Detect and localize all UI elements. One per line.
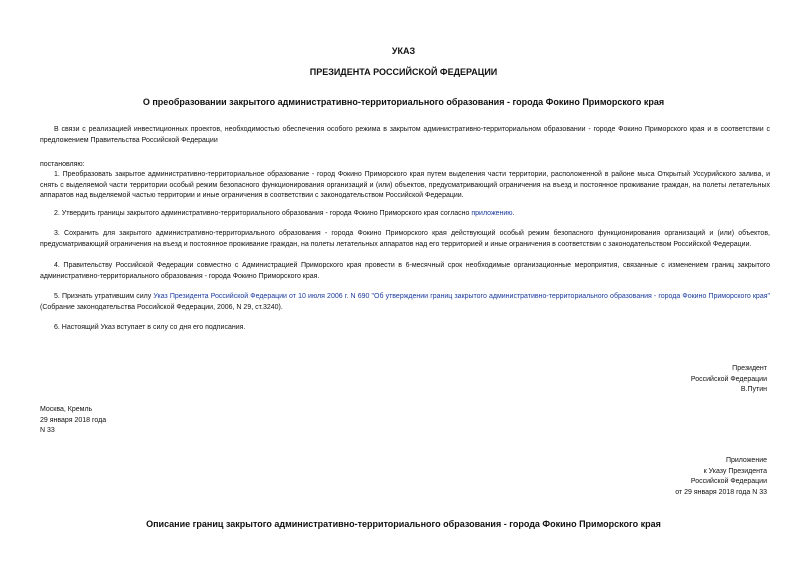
repealed-decree-link[interactable]: Указ Президента Российской Федерации от 10 июля 2006 г. N 690 "Об утверждении границ закрытого административно-территориального образования - города Фокино Приморского края" bbox=[153, 293, 770, 300]
item-4-block bbox=[40, 261, 770, 282]
decree-number: N 33 bbox=[40, 427, 55, 434]
item-2-text: 2. Утвердить границы закрытого административно-территориального образования - города Фокино Приморского края согласно bbox=[54, 210, 472, 217]
decree-issuer: ПРЕЗИДЕНТА РОССИЙСКОЙ ФЕДЕРАЦИИ bbox=[309, 67, 498, 77]
item-2-end: . bbox=[512, 210, 515, 217]
preamble-block bbox=[40, 125, 770, 146]
decree-title: УКАЗ bbox=[391, 46, 416, 56]
item-3: 3. Сохранить для закрытого административно-территориального образования - города Фокино Приморского края действующий особый режим безопасного функционирования организаций и (или) объектов, предусматривающий ограничения на въезд и постоянное проживание граждан, на полеты летательных аппаратов над его территорией и иные ограничения в соответствии с законодательством Российской Федерации. bbox=[40, 230, 770, 248]
item-6: 6. Настоящий Указ вступает в силу со дня его подписания. bbox=[54, 324, 246, 331]
item-2-block bbox=[40, 209, 770, 220]
item-4: 4. Правительству Российской Федерации совместно с Администрацией Приморского края провести в 6-месячный срок необходимые организационные мероприятия, связанные с изменением границ закрытого административно-территориального образования - города Фокино Приморского края. bbox=[40, 262, 770, 280]
signing-place: Москва, Кремль bbox=[40, 406, 93, 413]
appendix-ref-3: от 29 января 2018 года N 33 bbox=[675, 488, 767, 496]
signing-date: 29 января 2018 года bbox=[40, 416, 107, 424]
item-1-block bbox=[40, 170, 770, 202]
item-5-block bbox=[40, 292, 770, 313]
preamble-text: В связи с реализацией инвестиционных проектов, необходимостью обеспечения особого режима в закрытом административно-территориальном образовании - городе Фокино Приморского края и в соответствии с предложением Правительства Российской Федерации bbox=[40, 126, 770, 144]
decree-word: постановляю: bbox=[40, 161, 85, 168]
appendix-header-block bbox=[675, 456, 767, 498]
signature-block bbox=[691, 364, 767, 396]
appendix-ref-2: Российской Федерации bbox=[690, 478, 767, 485]
item-5 bbox=[40, 292, 770, 313]
item-2 bbox=[40, 209, 770, 220]
appendix-label: Приложение bbox=[725, 457, 767, 464]
item-5-end: (Собрание законодательства Российской Федерации, 2006, N 29, ст.3240). bbox=[40, 303, 283, 311]
signature-country: Российской Федерации bbox=[690, 375, 767, 383]
signature-position: Президент bbox=[732, 365, 767, 372]
item-1: 1. Преобразовать закрытое административно-территориальное образование - город Фокино Приморского края путем выделения части территории, расположенной в районе мыса Открытый Уссурийского залива, и снять с выделяемой части территории особый режим безопасного функционирования организаций и (или) объектов, предусматривающий ограничения на въезд и постоянное проживание граждан, на полеты летательных аппаратов над выделяемой частью территории и иные ограничения в соответствии с законодательством Российской Федерации. bbox=[40, 171, 770, 199]
item-5-text: 5. Признать утратившим силу bbox=[54, 293, 154, 300]
item-3-block bbox=[40, 229, 770, 250]
decree-subject: О преобразовании закрытого административно-территориального образования - города Фокино Приморского края bbox=[142, 97, 665, 107]
signature-name: В.Путин bbox=[740, 386, 767, 393]
appendix-title: Описание границ закрытого административно-территориального образования - города Фокино Приморского края bbox=[146, 519, 661, 529]
decree-word-block bbox=[40, 160, 770, 171]
appendix-link[interactable]: приложению bbox=[471, 210, 513, 217]
appendix-ref-1: к Указу Президента bbox=[703, 467, 767, 475]
item-6-block bbox=[40, 323, 770, 334]
place-date-block bbox=[40, 405, 106, 437]
